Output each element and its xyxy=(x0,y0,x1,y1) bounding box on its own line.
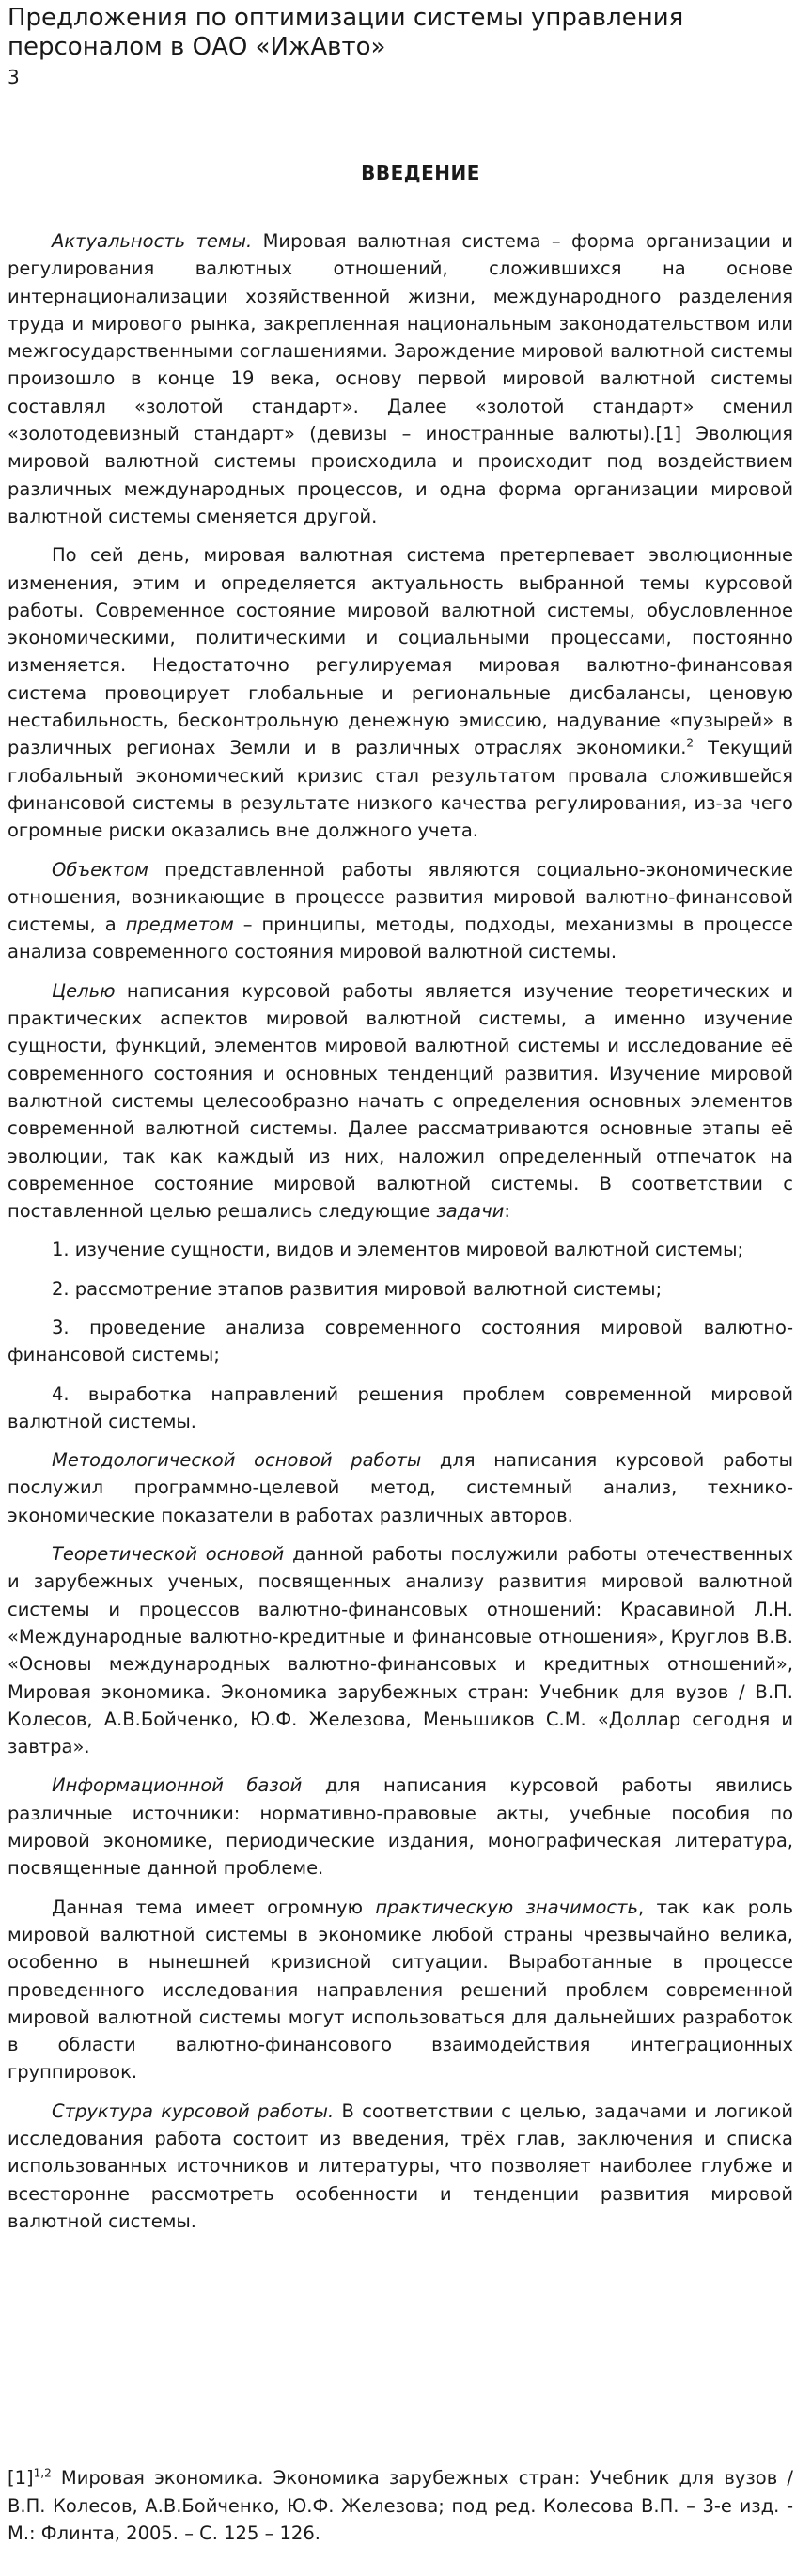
paragraph-text: , так как роль мировой валютной системы в экономике любой страны чрезвычайно велика, особенно в нынешней кризисной ситуации. Выработанные в процессе проведенного исследования направления решений проблем современной мировой валютной системы могут использоваться для дальнейших разработок в области валютно-финансового взаимодействия интеграционных группировок. xyxy=(8,1896,794,2084)
paragraph-practical-significance xyxy=(8,1894,793,2086)
paragraph-text: В соответствии с целью, задачами и логикой исследования работа состоит из введения, трёх глав, заключения и списка использованных источников и литературы, что позволяет наиболее глубже и всесторонне рассмотреть особенности и тенденции развития мировой валютной системы. xyxy=(8,2100,793,2232)
term-information-base: Информационной базой xyxy=(52,1774,303,1797)
paragraph-goal xyxy=(8,977,793,1226)
section-heading: ВВЕДЕНИЕ xyxy=(361,162,480,184)
page-number: 3 xyxy=(8,66,20,88)
term-goal: Целью xyxy=(52,979,116,1002)
paragraph-text: : xyxy=(504,1200,510,1223)
paragraph-text: – принципы, методы, подходы, механизмы в процессе анализа современного состояния мировой валютной системы. xyxy=(8,913,794,963)
document-title: Предложения по оптимизации системы управления персоналом в ОАО «ИжАвто» xyxy=(8,4,684,61)
task-item: 4. выработка направлений решения проблем современной мировой валютной системы. xyxy=(8,1382,793,1432)
term-relevance: Актуальность темы. xyxy=(52,230,253,252)
paragraph-text: данной работы послужили работы отечественных и зарубежных ученых, посвященных анализу развития мировой валютной системы и процессов валютно-финансовых отношений: Красавиной Л.Н. «Международные валютно-кредитные и финансовые отношения», Круглов В.В. «Основы международных валютно-финансовых и кредитных отношений», Мировая экономика. Экономика зарубежных стран: Учебник для вузов / В.П. Колесов, А.В.Бойченко, Ю.Ф. Железова, Меньшиков С.М. «Доллар сегодня и завтра». xyxy=(8,1543,793,1758)
term-structure: Структура курсовой работы. xyxy=(52,2100,335,2122)
footnote-sup: 1,2 xyxy=(33,2466,52,2480)
paragraph-text: для написания курсовой работы послужил программно-целевой метод, системный анализ, технико-экономические показатели в работах различных авторов. xyxy=(8,1449,793,1526)
term-practical-significance: практическую значимость xyxy=(375,1896,638,1918)
term-tasks: задачи xyxy=(436,1200,505,1223)
task-item: 1. изучение сущности, видов и элементов мировой валютной системы; xyxy=(52,1239,744,1261)
paragraph-text: для написания курсовой работы явились различные источники: нормативно-правовые акты, учебные пособия по мировой экономике, периодические издания, монографическая литература, посвященные данной проблеме. xyxy=(8,1774,793,1880)
paragraph-structure xyxy=(8,2098,793,2235)
footnote-reference: 2 xyxy=(686,736,695,750)
term-subject: предметом xyxy=(125,913,234,936)
footnote-text: Мировая экономика. Экономика зарубежных стран: Учебник для вузов / В.П. Колесов, А.В.Бойченко, Ю.Ф. Железова; под ред. Колесова В.П. – 3-е изд. - М.: Флинта, 2005. – С. 125 – 126. xyxy=(8,2467,793,2544)
paragraph-information-base xyxy=(8,1772,793,1881)
paragraph-text: Текущий глобальный экономический кризис стал результатом провала сложившейся финансовой системы в результате низкого качества регулирования, из-за чего огромные риски оказались вне должного учета. xyxy=(8,737,794,842)
paragraph-theoretical-basis xyxy=(8,1540,793,1760)
task-item: 2. рассмотрение этапов развития мировой валютной системы; xyxy=(52,1277,663,1300)
term-methodology: Методологической основой работы xyxy=(52,1449,422,1472)
paragraph-current-state xyxy=(8,541,793,844)
paragraph-relevance xyxy=(8,227,793,530)
footnote xyxy=(8,2464,793,2548)
footnote-marker: [1] xyxy=(8,2467,34,2489)
term-object: Объектом xyxy=(52,858,148,881)
term-theoretical-basis: Теоретической основой xyxy=(52,1543,285,1566)
paragraph-text: представленной работы являются социально-экономические отношения, возникающие в процессе развития мировой валютно-финансовой системы, а xyxy=(8,858,793,936)
paragraph-text: Данная тема имеет огромную xyxy=(52,1896,376,1918)
paragraph-methodology xyxy=(8,1446,793,1529)
paragraph-object-subject xyxy=(8,856,793,966)
task-item: 3. проведение анализа современного состояния мировой валютно-финансовой системы; xyxy=(8,1316,793,1366)
paragraph-text: По сей день, мировая валютная система претерпевает эволюционные изменения, этим и определяется актуальность выбранной темы курсовой работы. Современное состояние мировой валютной системы, обусловленное экономическими, политическими и социальными процессами, постоянно изменяется. Недостаточно регулируемая мировая валютно-финансовая система провоцирует глобальные и региональные дисбалансы, ценовую нестабильность, бесконтрольную денежную эмиссию, надувание «пузырей» в различных регионах Земли и в различных отраслях экономики. xyxy=(8,544,793,759)
paragraph-text: Мировая валютная система – форма организации и регулирования валютных отношений, сложившихся на основе интернационализации хозяйственной жизни, международного разделения труда и мирового рынка, закрепленная национальным законодательством или межгосударственными соглашениями. Зарождение мировой валютной системы произошло в конце 19 века, основу первой мировой валютной системы составлял «золотой стандарт». Далее «золотой стандарт» сменил «золотодевизный стандарт» (девизы – иностранные валюты).[1] Эволюция мировой валютной системы происходила и происходит под воздействием различных международных процессов, и одна форма организации мировой валютной системы сменяется другой. xyxy=(8,230,793,527)
paragraph-text: написания курсовой работы является изучение теоретических и практических аспектов мировой валютной системы, а именно изучение сущности, функций, элементов мировой валютной системы и исследование её современного состояния и основных тенденций развития. Изучение мировой валютной системы целесообразно начать с определения основных элементов современной валютной системы. Далее рассматриваются основные этапы её эволюции, так как каждый из них, наложил определенный отпечаток на современное состояние мировой валютной системы. В соответствии с поставленной целью решались следующие xyxy=(8,979,793,1223)
document-body xyxy=(8,227,793,2246)
